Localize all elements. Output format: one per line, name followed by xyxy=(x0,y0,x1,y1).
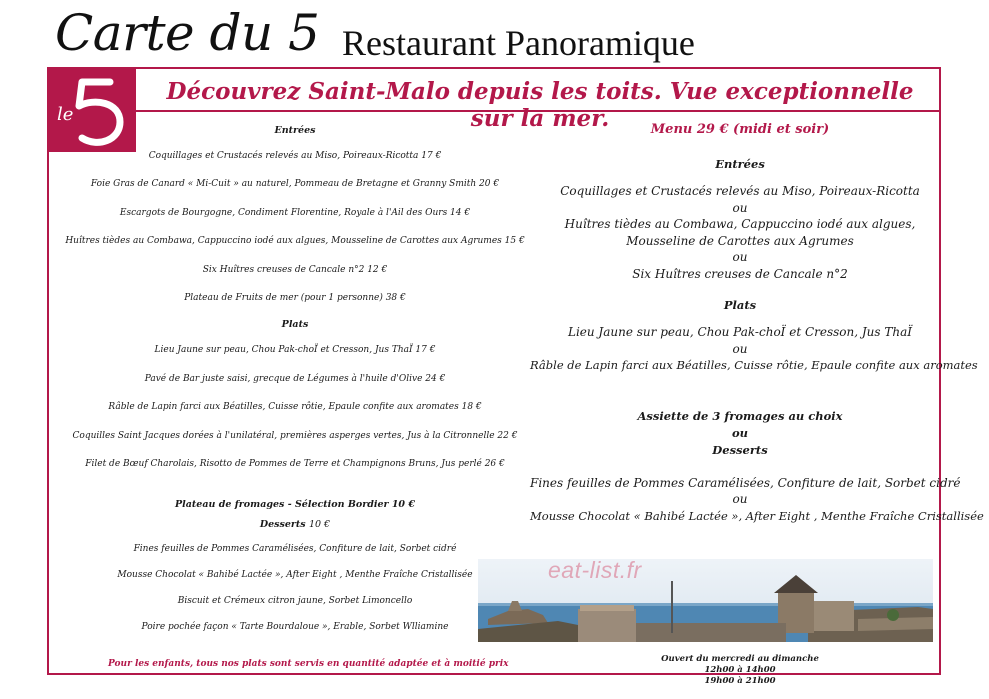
page-title: Carte du 5 xyxy=(55,4,320,62)
menu-plats-heading: Plats xyxy=(723,298,757,312)
menu-fromages-ou: ou xyxy=(731,425,749,440)
list-item: Mousseline de Carottes aux Agrumes xyxy=(626,233,854,248)
list-item: Râble de Lapin farci aux Béatilles, Cuisse rôtie, Epaule confite aux aromates xyxy=(530,358,978,372)
list-item: Escargots de Bourgogne, Condiment Florentine, Royale à l'Ail des Ours 14 € xyxy=(119,207,471,218)
list-item: Huîtres tièdes au Combawa, Cappuccino iodé aux algues, Mousseline de Carottes aux Agrumes 15 € xyxy=(65,236,525,247)
list-item: Fines feuilles de Pommes Caramélisées, Confiture de lait, Sorbet cidré xyxy=(133,544,457,555)
desserts-price: 10 € xyxy=(308,519,331,531)
list-item: Plateau de Fruits de mer (pour 1 personne) 38 € xyxy=(184,292,406,303)
logo-le-text: le xyxy=(57,104,74,125)
list-item: Mousse Chocolat « Bahibé Lactée », After Eight , Menthe Fraîche Cristallisée xyxy=(530,508,984,523)
list-item: ou xyxy=(732,492,748,506)
page-subtitle: Restaurant Panoramique xyxy=(342,23,695,63)
carte-entrees-heading: Entrées xyxy=(274,125,316,136)
desserts-title: Desserts xyxy=(259,519,306,531)
list-item: Huîtres tièdes au Combawa, Cappuccino iodé aux algues, xyxy=(564,217,916,231)
list-item: Six Huîtres creuses de Cancale n°2 xyxy=(632,266,848,281)
list-item: ou xyxy=(732,341,748,356)
menu-entrees-heading: Entrées xyxy=(715,157,765,171)
carte-desserts-heading xyxy=(60,518,530,532)
list-item: Mousse Chocolat « Bahibé Lactée », After Eight , Menthe Fraîche Cristallisée xyxy=(117,570,473,581)
list-item: Foie Gras de Canard « Mi-Cuit » au naturel, Pommeau de Bretagne et Granny Smith 20 € xyxy=(90,179,500,190)
saint-malo-panorama-photo xyxy=(478,559,933,642)
list-item: Poire pochée façon « Tarte Bourdaloue », Erable, Sorbet Wlliamine xyxy=(141,622,449,633)
list-item: ou xyxy=(732,200,748,215)
list-item: Lieu Jaune sur peau, Chou Pak-choÏ et Cresson, Jus ThaÏ xyxy=(567,325,913,339)
list-item: Coquillages et Crustacés relevés au Miso, Poireaux-Ricotta 17 € xyxy=(148,151,442,161)
headline: Découvrez Saint-Malo depuis les toits. Vue exceptionnelle sur la mer. xyxy=(166,78,914,132)
list-item: Six Huîtres creuses de Cancale n°2 12 € xyxy=(202,264,388,275)
menu-desserts-heading: Desserts xyxy=(712,442,768,457)
opening-hours xyxy=(660,654,820,687)
list-item: Lieu Jaune sur peau, Chou Pak-choÏ et Cresson, Jus ThaÏ 17 € xyxy=(154,345,436,356)
menu-price: Menu 29 € (midi et soir) xyxy=(650,122,830,137)
watermark-text: eat-list.fr xyxy=(548,557,642,583)
carte-fromages: Plateau de fromages - Sélection Bordier 10 € xyxy=(175,499,415,511)
hours-dinner: 19h00 à 21h00 xyxy=(704,676,776,686)
list-item: ou xyxy=(732,250,748,264)
carte-plats-heading: Plats xyxy=(281,319,309,331)
hours-days: Ouvert du mercredi au dimanche xyxy=(661,654,819,664)
list-item: Coquillages et Crustacés relevés au Miso, Poireaux-Ricotta xyxy=(560,184,920,198)
list-item: Coquilles Saint Jacques dorées à l'unilatéral, premières asperges vertes, Jus à la Citronnelle 22 € xyxy=(72,430,518,441)
list-item: Filet de Bœuf Charolais, Risotto de Pommes de Terre et Champignons Bruns, Jus perlé 26 € xyxy=(85,458,505,469)
list-item: Biscuit et Crémeux citron jaune, Sorbet Limoncello xyxy=(177,596,413,607)
list-item: Pavé de Bar juste saisi, grecque de Légumes à l'huile d'Olive 24 € xyxy=(144,373,446,384)
list-item: Fines feuilles de Pommes Caramélisées, Confiture de lait, Sorbet cidré xyxy=(530,475,961,490)
list-item: Râble de Lapin farci aux Béatilles, Cuisse rôtie, Epaule confite aux aromates 18 € xyxy=(108,402,482,413)
menu-fromages-line: Assiette de 3 fromages au choix xyxy=(637,408,843,423)
kids-note: Pour les enfants, tous nos plats sont servis en quantité adaptée et à moitié prix xyxy=(108,659,509,669)
hours-lunch: 12h00 à 14h00 xyxy=(704,665,776,675)
carte-column xyxy=(60,118,530,640)
menu-column xyxy=(530,122,984,524)
